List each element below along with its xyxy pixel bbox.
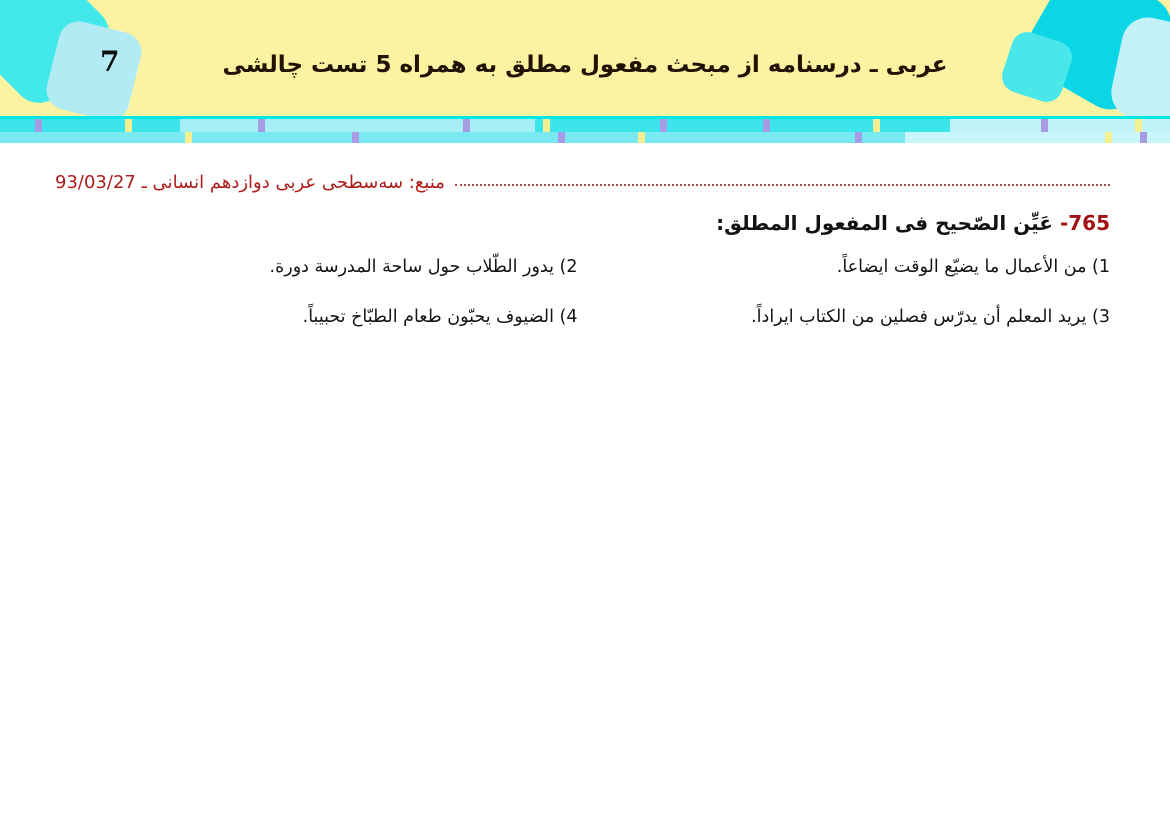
strip-tick [125,119,132,132]
strip-tick [352,132,359,143]
strip-tick [638,132,645,143]
strip-tick [855,132,862,143]
worksheet-page [0,0,1170,333]
question [55,207,1110,239]
strip-tick [1105,132,1112,143]
strip-tick [873,119,880,132]
question-number: 765- [1059,211,1110,235]
strip-tick [35,119,42,132]
option-1: 1) من الأعمال ما يضيّع الوقت ايضاعاً. [836,257,1110,277]
strip-tick [1140,132,1147,143]
source-line [55,163,1110,193]
strip-tick [1135,119,1142,132]
strip-tick [763,119,770,132]
option-4: 4) الضيوف يحبّون طعام الطبّاخ تحبيباً. [302,306,578,327]
strip-tick [543,119,550,132]
option-2: 2) يدور الطّلاب حول ساحة المدرسة دورة. [269,257,578,277]
page-number: 7 [100,45,120,78]
strip-tick [660,119,667,132]
source-text: منبع: سه‌سطحی عربی دوازدهم انسانی ـ 93/03/27 [55,172,445,193]
header-title: عربی ـ درسنامه از مبحث مفعول مطلق به همراه 5 تست چالشی [222,52,948,78]
strip-tick [258,119,265,132]
dotted-leader [455,184,1110,186]
options-grid [55,253,1110,333]
strip-tick [185,132,192,143]
strip-tick [558,132,565,143]
decorative-strip [0,116,1170,143]
question-text: عَيِّن الصّحيح فی المفعول المطلق: [716,211,1053,235]
option-3: 3) يريد المعلم أن يدرّس فصلين من الكتاب ايراداً. [751,306,1110,327]
strip-segment [180,119,535,132]
page-body [0,143,1170,333]
strip-tick [463,119,470,132]
header [0,0,1170,116]
strip-segment [905,132,1170,143]
strip-tick [1041,119,1048,132]
